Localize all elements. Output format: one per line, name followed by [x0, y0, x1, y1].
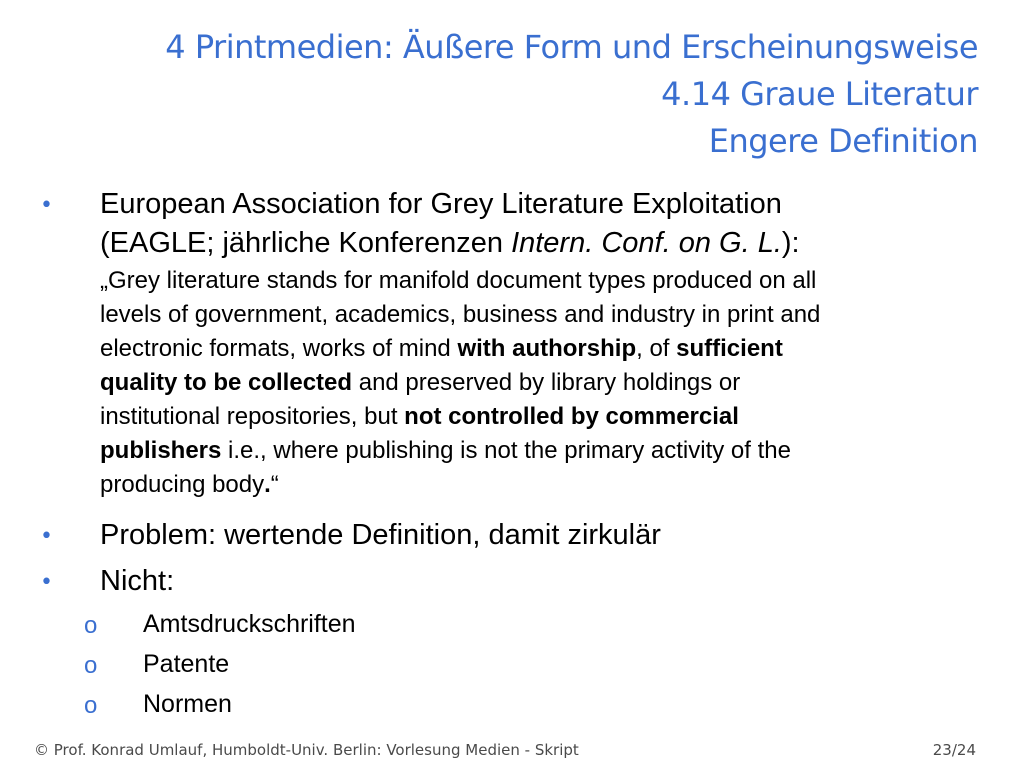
quote-line-5 — [100, 400, 1000, 434]
bullet-dot-2: • — [40, 524, 53, 549]
quote-bold-publishers: publishers — [100, 437, 222, 464]
bullet-1-line-2-a: (EAGLE; jährliche Konferenzen — [100, 227, 512, 259]
quote-line-1: „Grey literature stands for manifold document types produced on all — [100, 267, 817, 294]
bullet-1-line-2 — [100, 225, 980, 261]
bullet-3-text: Nicht: — [100, 565, 175, 597]
sub-marker-3: o — [84, 692, 98, 719]
sub-item-3: Normen — [143, 690, 232, 718]
bullet-dot-1: • — [40, 193, 53, 218]
sub-item-2: Patente — [143, 650, 230, 678]
bullet-1-line-1: European Association for Grey Literature Exploitation — [100, 188, 782, 220]
conference-italic: Intern. Conf. on G. L. — [511, 227, 782, 259]
quote-bold-authorship: with authorship — [457, 335, 637, 362]
quote-line-3-b: , of — [636, 335, 677, 362]
sub-item-1: Amtsdruckschriften — [143, 610, 356, 638]
quote-line-5-a: institutional repositories, but — [100, 403, 405, 430]
quote-line-7 — [100, 468, 1000, 502]
quote-line-4 — [100, 366, 1000, 400]
quote-line-3 — [100, 332, 1000, 366]
title-line-1: 4 Printmedien: Äußere Form und Erscheinungsweise — [165, 28, 978, 66]
quote-line-7-a: producing body — [100, 471, 265, 498]
title-line-2: 4.14 Graue Literatur — [661, 75, 978, 113]
sub-marker-2: o — [84, 652, 98, 679]
quote-line-6 — [100, 434, 1000, 468]
quote-bold-sufficient: sufficient — [676, 335, 783, 362]
quote-bold-quality: quality to be collected — [100, 369, 353, 396]
quote-line-3-a: electronic formats, works of mind — [100, 335, 458, 362]
bullet-2-text: Problem: wertende Definition, damit zirkulär — [100, 519, 661, 551]
quote-line-4-a: and preserved by library holdings or — [352, 369, 741, 396]
page-number: 23/24 — [932, 741, 976, 759]
definition-quote — [100, 264, 1000, 502]
sub-marker-1: o — [84, 612, 98, 639]
quote-line-7-b: “ — [270, 471, 279, 498]
title-line-3: Engere Definition — [708, 122, 978, 160]
quote-bold-period: . — [264, 471, 271, 498]
quote-bold-not-controlled: not controlled by commercial — [404, 403, 739, 430]
quote-line-2: levels of government, academics, business and industry in print and — [100, 301, 821, 328]
bullet-1-line-2-b: ): — [781, 227, 800, 259]
bullet-dot-3: • — [40, 570, 53, 595]
footer-copyright: © Prof. Konrad Umlauf, Humboldt-Univ. Berlin: Vorlesung Medien - Skript — [34, 741, 579, 759]
quote-line-6-a: i.e., where publishing is not the primary activity of the — [221, 437, 791, 464]
